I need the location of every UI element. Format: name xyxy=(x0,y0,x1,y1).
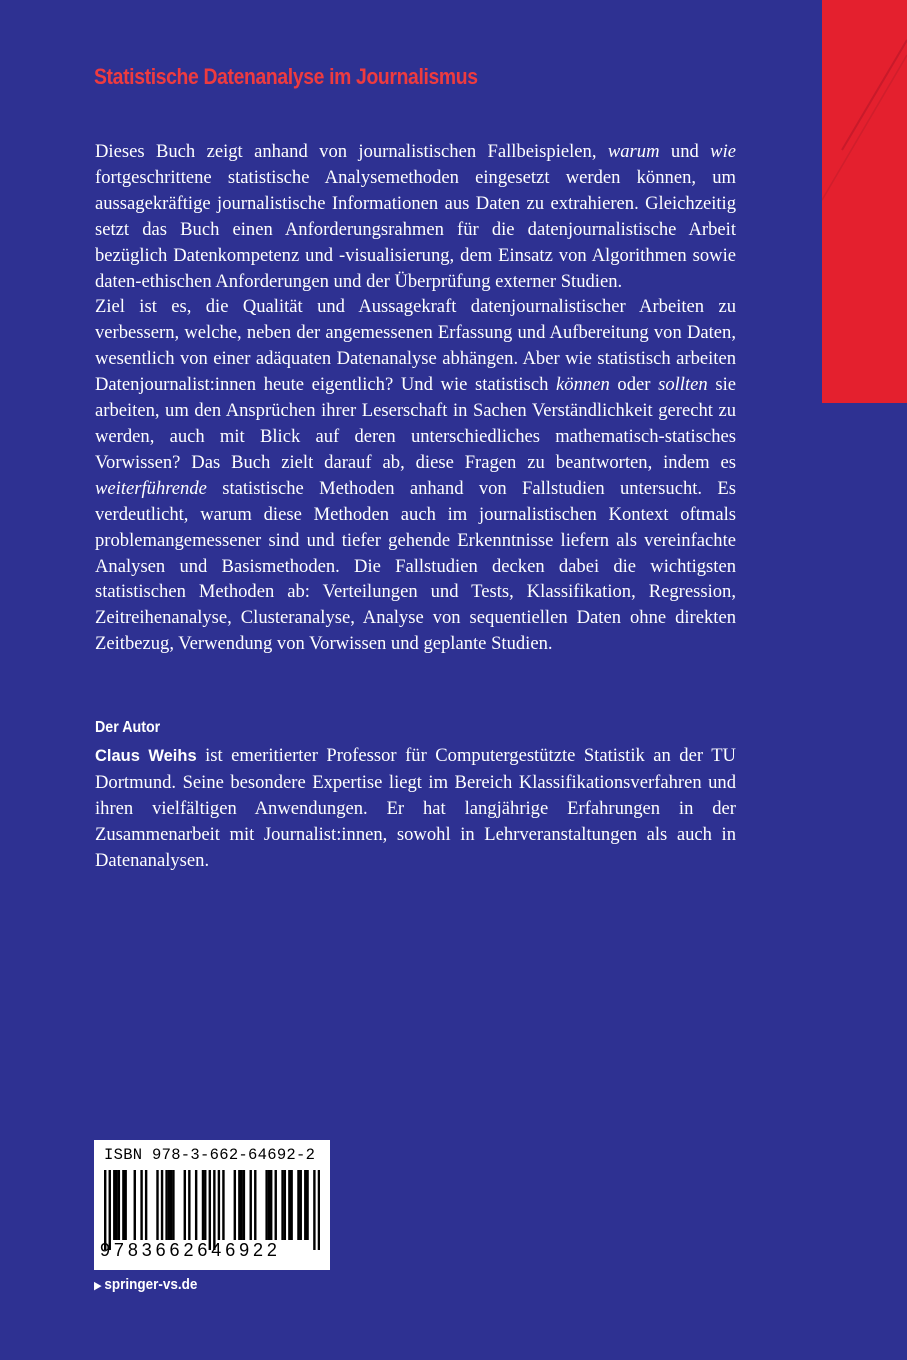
barcode-bar xyxy=(195,1170,197,1240)
barcode-bar xyxy=(109,1170,111,1250)
isbn-label: ISBN 978-3-662-64692-2 xyxy=(104,1146,316,1164)
barcode-bar xyxy=(184,1170,186,1240)
barcode-bar xyxy=(222,1170,224,1240)
barcode-bar xyxy=(304,1170,306,1240)
text-run: und xyxy=(659,141,711,162)
barcode-bar xyxy=(156,1170,158,1240)
text-run: fortgeschrittene statistische Analysemethoden eingesetzt werden können, um aussagekräftige journalistische Informationen aus Daten zu extrahieren. Gleichzeitig setzt das Buch einen Anforderungsrahmen für die datenjournalistische Arbeit bezüglich Datenkompetenz und -visualisierung, dem Einsatz von Algorithmen sowie daten-ethischen Anforderungen und der Überprüfung externer Studien. xyxy=(95,166,736,292)
barcode-bar xyxy=(122,1170,124,1240)
text-run: statistische Methoden anhand von Fallstudien untersucht. Es verdeutlicht, warum diese Methoden auch im journalistischen Kontext oftmals problemangemessener sind und tiefer gehende Erkenntnisse liefern als vereinfachte Analysen und Basismethoden. Die Fallstudien decken dabei die wichtigsten statistischen Methoden ab: Verteilungen und Tests, Klassifikation, Regression, Zeitreihenanalyse, Clusteranalyse, Analyse von sequentiellen Daten ohne direkten Zeitbezug, Verwendung von Vorwissen und geplante Studien. xyxy=(95,477,736,655)
author-bio-text: ist emeritierter Professor für Computergestützte Statistik an der TU Dortmund. Seine besondere Expertise liegt im Bereich Klassifikationsverfahren und ihren vielfältigen Anwendungen. Er hat langjährige Erfahrungen in der Zusammenarbeit mit Journalist:innen, sowohl in Lehrveranstaltungen als auch in Datenanalysen. xyxy=(95,745,736,871)
barcode-bar xyxy=(290,1170,292,1240)
barcode-bar xyxy=(115,1170,117,1240)
author-heading: Der Autor xyxy=(95,719,161,736)
barcode-bar xyxy=(113,1170,115,1240)
book-title: Statistische Datenanalyse im Journalismus xyxy=(94,64,478,89)
barcode-bar xyxy=(118,1170,120,1240)
barcode-bar xyxy=(268,1170,270,1240)
barcode-bar xyxy=(145,1170,147,1240)
text-run: Ziel ist es, die Qualität und Aussagekraft datenjournalistischer Arbeiten zu verbessern, welche, neben der angemessenen Erfassung und Aufbereitung von Daten, wesentlich von einer adäquaten Datenanalyse abhängen. Aber wie statistisch arbeiten Datenjournalist:innen heute eigentlich? Und wie statistisch xyxy=(95,296,736,396)
barcode-bar xyxy=(209,1170,211,1250)
text-run: oder xyxy=(609,374,659,396)
barcode-bar xyxy=(140,1170,142,1240)
barcode-bar xyxy=(218,1170,220,1240)
text-run: sie arbeiten, um den Ansprüchen ihrer Leserschaft in Sachen Verständlichkeit gerecht zu werden, auch mit Blick auf deren unterschiedliches mathematisch-statisches Vorwissen? Das Buch zielt darauf ab, diese Fragen zu beantworten, indem es xyxy=(95,374,736,473)
publisher-website[interactable] xyxy=(94,1276,197,1293)
barcode-bar xyxy=(254,1170,256,1240)
description-text xyxy=(95,139,736,657)
barcode-bar xyxy=(300,1170,302,1240)
accent-band xyxy=(822,0,907,403)
barcode-bar xyxy=(234,1170,236,1240)
author-bio xyxy=(95,743,736,874)
barcode-bar xyxy=(188,1170,190,1240)
barcode-bar xyxy=(281,1170,283,1240)
barcode-bar xyxy=(270,1170,272,1240)
barcode-bar xyxy=(240,1170,242,1240)
barcode-bar xyxy=(104,1170,106,1250)
barcode-bar xyxy=(313,1170,315,1250)
barcode-bar xyxy=(318,1170,320,1250)
text-run: Dieses Buch zeigt anhand von journalistischen Fallbeispielen, xyxy=(95,141,608,162)
description-paragraph-2 xyxy=(95,294,736,657)
barcode-bar xyxy=(134,1170,136,1240)
barcode-bars xyxy=(104,1170,320,1250)
emphasized-text: wie xyxy=(710,141,736,162)
emphasized-text: können xyxy=(556,374,610,396)
description-paragraph-1 xyxy=(95,139,736,294)
author-name: Claus Weihs xyxy=(95,747,197,765)
barcode-bar xyxy=(288,1170,290,1240)
barcode-bar xyxy=(165,1170,167,1240)
barcode-bar xyxy=(213,1170,215,1250)
barcode-bar xyxy=(265,1170,267,1240)
barcode-bar xyxy=(124,1170,126,1240)
barcode-bar xyxy=(243,1170,245,1240)
barcode-bar xyxy=(170,1170,172,1240)
emphasized-text: weiterführende xyxy=(95,477,207,499)
barcode-digits: 9783662646922 xyxy=(100,1240,281,1260)
triangle-right-icon: ▶ xyxy=(94,1280,102,1292)
barcode-bar xyxy=(306,1170,308,1240)
barcode-bar xyxy=(250,1170,252,1240)
barcode-bar xyxy=(168,1170,170,1240)
barcode-bar xyxy=(284,1170,286,1240)
emphasized-text: warum xyxy=(607,141,660,162)
barcode-bar xyxy=(202,1170,204,1240)
barcode-bar xyxy=(204,1170,206,1240)
website-link[interactable]: springer-vs.de xyxy=(104,1276,198,1293)
emphasized-text: sollten xyxy=(658,374,708,396)
barcode-bar xyxy=(161,1170,163,1240)
barcode-bar xyxy=(275,1170,277,1240)
diagonal-stripe-decoration xyxy=(822,0,907,403)
isbn-barcode xyxy=(94,1140,330,1270)
barcode-bar xyxy=(297,1170,299,1240)
barcode-bar xyxy=(172,1170,174,1240)
barcode-bar xyxy=(238,1170,240,1240)
